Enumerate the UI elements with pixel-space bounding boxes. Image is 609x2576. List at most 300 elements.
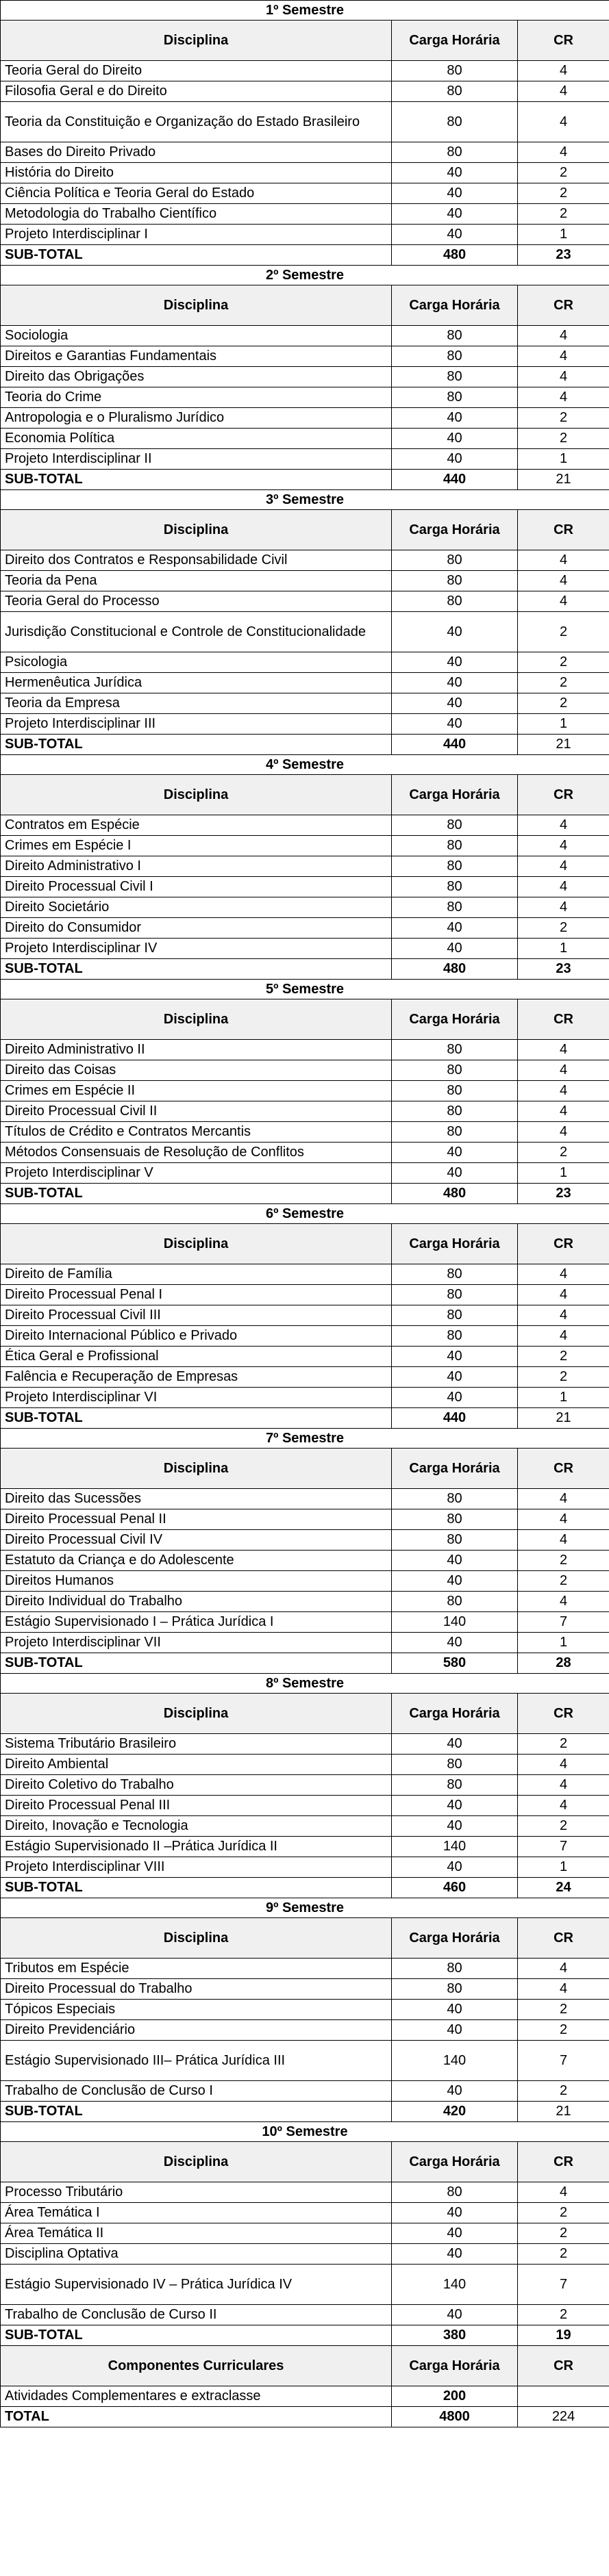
course-row — [1, 939, 609, 959]
course-name: Projeto Interdisciplinar V — [1, 1163, 392, 1184]
course-name: Direito das Coisas — [1, 1060, 392, 1081]
course-hours: 140 — [392, 1612, 518, 1633]
subtotal-row — [1, 470, 609, 490]
course-hours: 40 — [392, 1143, 518, 1163]
course-hours: 40 — [392, 225, 518, 245]
course-row — [1, 367, 609, 387]
course-credits: 4 — [518, 387, 609, 408]
course-credits: 2 — [518, 2081, 609, 2102]
course-row — [1, 836, 609, 856]
header-disciplina: Disciplina — [1, 1449, 392, 1489]
course-row — [1, 550, 609, 571]
subtotal-credits: 28 — [518, 1653, 609, 1674]
course-credits: 4 — [518, 1489, 609, 1509]
course-name: Direito das Obrigações — [1, 367, 392, 387]
course-row — [1, 2020, 609, 2041]
course-hours: 80 — [392, 61, 518, 81]
column-header-row — [1, 2142, 609, 2182]
course-credits: 4 — [518, 1040, 609, 1060]
subtotal-label: SUB-TOTAL — [1, 2102, 392, 2122]
course-credits: 2 — [518, 1551, 609, 1571]
course-name: Projeto Interdisciplinar VII — [1, 1633, 392, 1653]
course-credits: 4 — [518, 1796, 609, 1816]
course-name: Falência e Recuperação de Empresas — [1, 1367, 392, 1388]
course-row — [1, 225, 609, 245]
subtotal-hours: 460 — [392, 1878, 518, 1898]
course-credits: 4 — [518, 856, 609, 877]
course-row — [1, 387, 609, 408]
course-row — [1, 1796, 609, 1816]
course-name: Títulos de Crédito e Contratos Mercantis — [1, 1122, 392, 1143]
semester-title: 3º Semestre — [1, 490, 609, 510]
course-credits: 4 — [518, 1509, 609, 1530]
course-hours: 80 — [392, 1081, 518, 1101]
course-hours: 40 — [392, 2000, 518, 2020]
course-name: Ciência Política e Teoria Geral do Estado — [1, 183, 392, 204]
course-row — [1, 1530, 609, 1551]
course-row — [1, 183, 609, 204]
course-row — [1, 102, 609, 142]
course-hours: 40 — [392, 918, 518, 939]
course-credits: 7 — [518, 1837, 609, 1857]
course-credits: 2 — [518, 163, 609, 183]
course-name: Teoria da Constituição e Organização do Estado Brasileiro — [1, 102, 392, 142]
header-carga-horaria: Carga Horária — [392, 1694, 518, 1734]
course-name: Estágio Supervisionado II –Prática Jurídica II — [1, 1837, 392, 1857]
header-disciplina: Disciplina — [1, 1224, 392, 1264]
course-credits: 4 — [518, 367, 609, 387]
subtotal-hours: 420 — [392, 2102, 518, 2122]
course-row — [1, 1040, 609, 1060]
course-credits: 7 — [518, 2041, 609, 2081]
course-name: Metodologia do Trabalho Científico — [1, 204, 392, 225]
course-row — [1, 714, 609, 735]
subtotal-label: SUB-TOTAL — [1, 245, 392, 266]
course-hours: 80 — [392, 1530, 518, 1551]
subtotal-row — [1, 735, 609, 755]
course-credits: 2 — [518, 1734, 609, 1755]
course-row — [1, 2081, 609, 2102]
course-name: Direito do Consumidor — [1, 918, 392, 939]
subtotal-credits: 23 — [518, 245, 609, 266]
course-hours: 140 — [392, 2041, 518, 2081]
course-row — [1, 61, 609, 81]
course-hours: 80 — [392, 1775, 518, 1796]
course-credits: 4 — [518, 142, 609, 163]
subtotal-credits: 23 — [518, 1184, 609, 1204]
course-name: Direito Processual Civil III — [1, 1305, 392, 1326]
course-credits: 7 — [518, 2265, 609, 2305]
header-cr: CR — [518, 510, 609, 550]
course-name: Filosofia Geral e do Direito — [1, 81, 392, 102]
semester-title-row — [1, 1674, 609, 1694]
course-row — [1, 2223, 609, 2244]
total-row — [1, 2407, 609, 2427]
course-hours: 40 — [392, 2081, 518, 2102]
course-name: Teoria do Crime — [1, 387, 392, 408]
course-name: Direito Administrativo I — [1, 856, 392, 877]
subtotal-credits: 24 — [518, 1878, 609, 1898]
subtotal-row — [1, 959, 609, 980]
course-row — [1, 2244, 609, 2265]
course-row — [1, 346, 609, 367]
course-row — [1, 1163, 609, 1184]
course-row — [1, 1775, 609, 1796]
course-row — [1, 1388, 609, 1408]
subtotal-row — [1, 245, 609, 266]
subtotal-credits: 23 — [518, 959, 609, 980]
subtotal-hours: 480 — [392, 959, 518, 980]
component-credits — [518, 2386, 609, 2407]
course-hours: 80 — [392, 142, 518, 163]
course-credits: 2 — [518, 612, 609, 652]
course-credits: 4 — [518, 1530, 609, 1551]
course-name: Direito Processual Civil II — [1, 1101, 392, 1122]
course-hours: 80 — [392, 877, 518, 897]
course-row — [1, 612, 609, 652]
course-row — [1, 1592, 609, 1612]
course-name: Direito Processual Penal II — [1, 1509, 392, 1530]
course-credits: 4 — [518, 1060, 609, 1081]
curriculum-body — [1, 1, 609, 2427]
header-carga-horaria: Carga Horária — [392, 1449, 518, 1489]
course-name: História do Direito — [1, 163, 392, 183]
course-row — [1, 163, 609, 183]
course-row — [1, 1367, 609, 1388]
course-hours: 80 — [392, 1101, 518, 1122]
course-hours: 40 — [392, 1734, 518, 1755]
course-credits: 2 — [518, 2244, 609, 2265]
course-name: Direito Individual do Trabalho — [1, 1592, 392, 1612]
course-hours: 80 — [392, 1305, 518, 1326]
course-row — [1, 449, 609, 470]
course-credits: 4 — [518, 815, 609, 836]
course-row — [1, 856, 609, 877]
subtotal-row — [1, 2325, 609, 2346]
header-cr: CR — [518, 2142, 609, 2182]
semester-title: 9º Semestre — [1, 1898, 609, 1918]
course-row — [1, 918, 609, 939]
course-row — [1, 1837, 609, 1857]
subtotal-label: SUB-TOTAL — [1, 1184, 392, 1204]
course-row — [1, 693, 609, 714]
course-credits: 4 — [518, 1081, 609, 1101]
course-hours: 40 — [392, 1347, 518, 1367]
course-row — [1, 1959, 609, 1979]
header-cr: CR — [518, 2346, 609, 2386]
subtotal-hours: 440 — [392, 1408, 518, 1429]
course-row — [1, 591, 609, 612]
course-credits: 4 — [518, 1122, 609, 1143]
course-credits: 2 — [518, 2000, 609, 2020]
course-row — [1, 1489, 609, 1509]
course-row — [1, 1326, 609, 1347]
semester-title-row — [1, 1, 609, 21]
course-credits: 1 — [518, 1633, 609, 1653]
course-name: Direito de Família — [1, 1264, 392, 1285]
course-name: Projeto Interdisciplinar VIII — [1, 1857, 392, 1878]
header-carga-horaria: Carga Horária — [392, 2142, 518, 2182]
course-hours: 40 — [392, 2223, 518, 2244]
course-hours: 80 — [392, 326, 518, 346]
course-name: Estágio Supervisionado I – Prática Jurídica I — [1, 1612, 392, 1633]
course-name: Projeto Interdisciplinar III — [1, 714, 392, 735]
subtotal-label: SUB-TOTAL — [1, 959, 392, 980]
course-hours: 40 — [392, 2244, 518, 2265]
course-name: Sistema Tributário Brasileiro — [1, 1734, 392, 1755]
subtotal-hours: 380 — [392, 2325, 518, 2346]
course-row — [1, 2182, 609, 2203]
subtotal-label: SUB-TOTAL — [1, 2325, 392, 2346]
course-credits: 4 — [518, 102, 609, 142]
header-carga-horaria: Carga Horária — [392, 21, 518, 61]
course-name: Processo Tributário — [1, 2182, 392, 2203]
header-cr: CR — [518, 999, 609, 1040]
header-cr: CR — [518, 775, 609, 815]
total-label: TOTAL — [1, 2407, 392, 2427]
course-credits: 2 — [518, 204, 609, 225]
course-hours: 40 — [392, 1816, 518, 1837]
header-carga-horaria: Carga Horária — [392, 1224, 518, 1264]
course-name: Direito Processual do Trabalho — [1, 1979, 392, 2000]
course-name: Direito Coletivo do Trabalho — [1, 1775, 392, 1796]
course-hours: 40 — [392, 2203, 518, 2223]
course-name: Projeto Interdisciplinar IV — [1, 939, 392, 959]
course-row — [1, 1264, 609, 1285]
course-hours: 40 — [392, 1367, 518, 1388]
course-name: Direitos e Garantias Fundamentais — [1, 346, 392, 367]
course-row — [1, 1305, 609, 1326]
course-credits: 1 — [518, 225, 609, 245]
course-name: Direito Administrativo II — [1, 1040, 392, 1060]
course-hours: 80 — [392, 1040, 518, 1060]
subtotal-label: SUB-TOTAL — [1, 1408, 392, 1429]
course-hours: 40 — [392, 714, 518, 735]
course-credits: 4 — [518, 81, 609, 102]
course-hours: 80 — [392, 346, 518, 367]
course-hours: 80 — [392, 836, 518, 856]
header-disciplina: Disciplina — [1, 21, 392, 61]
course-credits: 4 — [518, 1264, 609, 1285]
course-credits: 4 — [518, 550, 609, 571]
course-hours: 140 — [392, 1837, 518, 1857]
course-hours: 40 — [392, 939, 518, 959]
course-hours: 80 — [392, 1592, 518, 1612]
course-credits: 2 — [518, 2020, 609, 2041]
subtotal-label: SUB-TOTAL — [1, 1653, 392, 1674]
course-credits: 4 — [518, 1755, 609, 1775]
column-header-row — [1, 1224, 609, 1264]
component-row — [1, 2386, 609, 2407]
subtotal-label: SUB-TOTAL — [1, 1878, 392, 1898]
course-hours: 40 — [392, 1388, 518, 1408]
course-credits: 4 — [518, 1592, 609, 1612]
course-row — [1, 1143, 609, 1163]
course-hours: 80 — [392, 1959, 518, 1979]
course-name: Estágio Supervisionado III– Prática Jurídica III — [1, 2041, 392, 2081]
course-row — [1, 429, 609, 449]
column-header-row — [1, 999, 609, 1040]
course-hours: 80 — [392, 1060, 518, 1081]
course-name: Direito Processual Civil IV — [1, 1530, 392, 1551]
subtotal-label: SUB-TOTAL — [1, 470, 392, 490]
course-name: Direito Processual Civil I — [1, 877, 392, 897]
column-header-row — [1, 1449, 609, 1489]
course-credits: 2 — [518, 2305, 609, 2325]
semester-title-row — [1, 490, 609, 510]
course-credits: 4 — [518, 1775, 609, 1796]
course-name: Direito dos Contratos e Responsabilidade Civil — [1, 550, 392, 571]
subtotal-row — [1, 2102, 609, 2122]
course-name: Projeto Interdisciplinar VI — [1, 1388, 392, 1408]
course-hours: 40 — [392, 1857, 518, 1878]
course-row — [1, 1571, 609, 1592]
course-credits: 1 — [518, 449, 609, 470]
subtotal-credits: 21 — [518, 470, 609, 490]
semester-title-row — [1, 1898, 609, 1918]
subtotal-row — [1, 1408, 609, 1429]
course-name: Tributos em Espécie — [1, 1959, 392, 1979]
course-row — [1, 142, 609, 163]
course-row — [1, 326, 609, 346]
course-row — [1, 2305, 609, 2325]
course-credits: 2 — [518, 1816, 609, 1837]
course-credits: 4 — [518, 1285, 609, 1305]
subtotal-hours: 440 — [392, 735, 518, 755]
total-hours: 4800 — [392, 2407, 518, 2427]
course-hours: 40 — [392, 1796, 518, 1816]
course-row — [1, 1509, 609, 1530]
course-name: Tópicos Especiais — [1, 2000, 392, 2020]
course-name: Crimes em Espécie I — [1, 836, 392, 856]
course-row — [1, 1081, 609, 1101]
course-credits: 4 — [518, 836, 609, 856]
semester-title-row — [1, 2122, 609, 2142]
course-name: Área Temática I — [1, 2203, 392, 2223]
course-credits: 2 — [518, 1367, 609, 1388]
course-credits: 4 — [518, 326, 609, 346]
course-row — [1, 877, 609, 897]
course-hours: 40 — [392, 449, 518, 470]
course-row — [1, 1633, 609, 1653]
semester-title: 10º Semestre — [1, 2122, 609, 2142]
header-disciplina: Disciplina — [1, 510, 392, 550]
course-name: Trabalho de Conclusão de Curso II — [1, 2305, 392, 2325]
course-row — [1, 815, 609, 836]
course-name: Direito Ambiental — [1, 1755, 392, 1775]
subtotal-hours: 480 — [392, 245, 518, 266]
course-credits: 4 — [518, 61, 609, 81]
course-hours: 80 — [392, 1326, 518, 1347]
subtotal-label: SUB-TOTAL — [1, 735, 392, 755]
course-row — [1, 408, 609, 429]
header-cr: CR — [518, 285, 609, 326]
course-hours: 40 — [392, 1571, 518, 1592]
header-disciplina: Disciplina — [1, 1918, 392, 1959]
course-row — [1, 2000, 609, 2020]
course-name: Direito Processual Penal III — [1, 1796, 392, 1816]
header-carga-horaria: Carga Horária — [392, 510, 518, 550]
course-name: Estatuto da Criança e do Adolescente — [1, 1551, 392, 1571]
course-name: Direito das Sucessões — [1, 1489, 392, 1509]
course-credits: 2 — [518, 408, 609, 429]
course-hours: 80 — [392, 367, 518, 387]
course-credits: 1 — [518, 1388, 609, 1408]
course-row — [1, 673, 609, 693]
course-hours: 40 — [392, 652, 518, 673]
course-row — [1, 1979, 609, 2000]
course-credits: 2 — [518, 1347, 609, 1367]
header-cr: CR — [518, 21, 609, 61]
course-name: Direito, Inovação e Tecnologia — [1, 1816, 392, 1837]
subtotal-credits: 21 — [518, 735, 609, 755]
semester-title-row — [1, 266, 609, 285]
header-disciplina: Disciplina — [1, 1694, 392, 1734]
course-name: Projeto Interdisciplinar I — [1, 225, 392, 245]
course-hours: 40 — [392, 163, 518, 183]
course-row — [1, 204, 609, 225]
course-credits: 2 — [518, 183, 609, 204]
column-header-row — [1, 775, 609, 815]
course-hours: 80 — [392, 856, 518, 877]
subtotal-hours: 440 — [392, 470, 518, 490]
course-hours: 40 — [392, 2305, 518, 2325]
course-credits: 4 — [518, 346, 609, 367]
course-credits: 2 — [518, 918, 609, 939]
header-cr: CR — [518, 1224, 609, 1264]
semester-title: 8º Semestre — [1, 1674, 609, 1694]
course-name: Crimes em Espécie II — [1, 1081, 392, 1101]
semester-title-row — [1, 980, 609, 999]
header-carga-horaria: Carga Horária — [392, 2346, 518, 2386]
course-credits: 2 — [518, 652, 609, 673]
subtotal-row — [1, 1878, 609, 1898]
header-cr: CR — [518, 1918, 609, 1959]
course-hours: 40 — [392, 1551, 518, 1571]
course-name: Contratos em Espécie — [1, 815, 392, 836]
header-disciplina: Disciplina — [1, 999, 392, 1040]
subtotal-credits: 21 — [518, 1408, 609, 1429]
course-credits: 4 — [518, 897, 609, 918]
semester-title: 7º Semestre — [1, 1429, 609, 1449]
course-name: Psicologia — [1, 652, 392, 673]
course-hours: 40 — [392, 204, 518, 225]
semester-title: 4º Semestre — [1, 755, 609, 775]
header-cr: CR — [518, 1694, 609, 1734]
course-credits: 4 — [518, 1959, 609, 1979]
semester-title: 5º Semestre — [1, 980, 609, 999]
course-name: Teoria Geral do Processo — [1, 591, 392, 612]
course-row — [1, 897, 609, 918]
course-hours: 80 — [392, 1509, 518, 1530]
course-credits: 1 — [518, 1163, 609, 1184]
course-row — [1, 1551, 609, 1571]
course-credits: 4 — [518, 1326, 609, 1347]
header-disciplina: Disciplina — [1, 775, 392, 815]
header-carga-horaria: Carga Horária — [392, 285, 518, 326]
subtotal-row — [1, 1184, 609, 1204]
semester-title-row — [1, 1204, 609, 1224]
course-name: Teoria da Pena — [1, 571, 392, 591]
course-name: Jurisdição Constitucional e Controle de Constitucionalidade — [1, 612, 392, 652]
course-hours: 80 — [392, 387, 518, 408]
course-row — [1, 1285, 609, 1305]
course-row — [1, 1755, 609, 1775]
course-name: Economia Política — [1, 429, 392, 449]
semester-title: 6º Semestre — [1, 1204, 609, 1224]
course-name: Teoria Geral do Direito — [1, 61, 392, 81]
semester-title: 1º Semestre — [1, 1, 609, 21]
